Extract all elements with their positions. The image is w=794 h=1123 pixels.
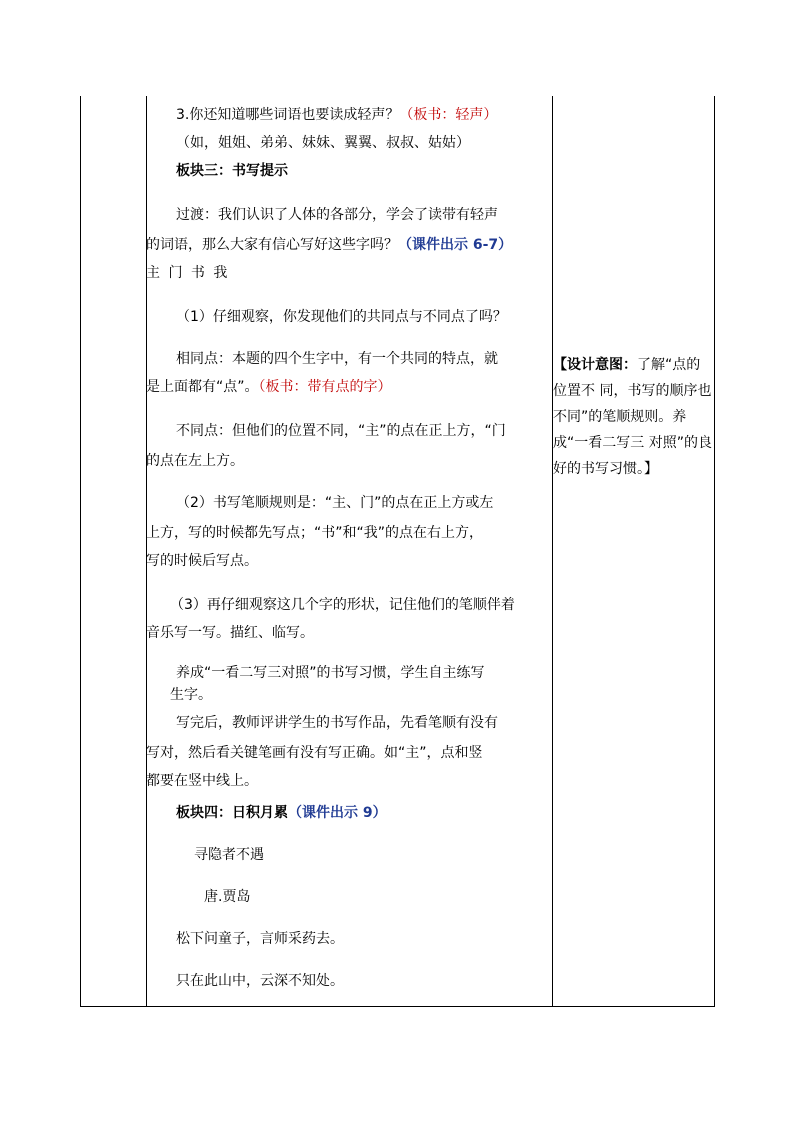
poem-author: 唐.贾岛 bbox=[204, 889, 251, 905]
observe-question-1: （1）仔细观察，你发现他们的共同点与不同点了吗？ bbox=[176, 309, 507, 325]
similarity-line-2-text: 是上面都有“点”。 bbox=[146, 379, 259, 395]
poem-title: 寻隐者不遇 bbox=[194, 847, 264, 863]
poem-line-1: 松下问童子，言师采药去。 bbox=[176, 931, 344, 947]
question-3-text: 3.你还知道哪些词语也要读成轻声？ bbox=[176, 107, 400, 123]
section-4-title bbox=[176, 804, 387, 822]
design-intent-label: 【设计意图： bbox=[553, 357, 637, 373]
courseware-note-6-7: （课件出示 6-7） bbox=[398, 237, 513, 253]
similarity-line-2 bbox=[146, 378, 392, 396]
similarity-line-1: 相同点：本题的四个生字中，有一个共同的特点，就 bbox=[176, 351, 498, 367]
transition-line-2-text: 的词语，那么大家有信心写好这些字吗？ bbox=[146, 237, 398, 253]
section-4-title-text: 板块四：日积月累 bbox=[176, 805, 288, 821]
review-line-1: 写完后，教师评讲学生的书写作品，先看笔顺有没有 bbox=[176, 715, 498, 731]
observe-question-3-line-1: （3）再仔细观察这几个字的形状，记住他们的笔顺伴着 bbox=[170, 597, 515, 613]
table-bottom-border bbox=[80, 1006, 715, 1007]
table-right-border bbox=[714, 96, 715, 1007]
habit-line-2: 生字。 bbox=[170, 687, 212, 703]
transition-line-1: 过渡：我们认识了人体的各部分，学会了读带有轻声 bbox=[176, 207, 498, 223]
design-intent-body: 了解“点的位置不 同，书写的顺序也 不同”的笔顺规则。养成“一看二写三 对照”的良好的书写习惯。】 bbox=[553, 357, 712, 477]
observe-question-3-line-2: 音乐写一写。描红、临写。 bbox=[146, 625, 314, 641]
question-3-examples: （如，姐姐、弟弟、妹妹、翼翼、叔叔、姑姑） bbox=[176, 135, 470, 151]
target-characters: 主 门 书 我 bbox=[146, 265, 228, 281]
courseware-note-9: （课件出示 9） bbox=[288, 805, 387, 821]
poem-line-2: 只在此山中，云深不知处。 bbox=[176, 973, 344, 989]
table-left-border bbox=[80, 96, 81, 1007]
stroke-rule-line-1: （2）书写笔顺规则是：“主、门”的点在正上方或左 bbox=[176, 495, 494, 511]
difference-line-2: 的点在左上方。 bbox=[146, 453, 244, 469]
transition-line-2 bbox=[146, 236, 512, 254]
review-line-3: 都要在竖中线上。 bbox=[146, 773, 258, 789]
review-line-2: 写对，然后看关键笔画有没有写正确。如“主”，点和竖 bbox=[146, 745, 483, 761]
difference-line-1: 不同点：但他们的位置不同，“主”的点在正上方，“门 bbox=[176, 423, 506, 439]
stroke-rule-line-2: 上方，写的时候都先写点；“书”和“我”的点在右上方， bbox=[146, 525, 484, 541]
section-3-title: 板块三：书写提示 bbox=[176, 163, 288, 179]
design-intent-note bbox=[553, 352, 714, 482]
stroke-rule-line-3: 写的时候后写点。 bbox=[146, 553, 258, 569]
habit-line-1: 养成“一看二写三对照”的书写习惯，学生自主练写 bbox=[176, 665, 485, 681]
table-column-divider-2 bbox=[552, 96, 553, 1007]
board-note-dotted-characters: （板书：带有点的字） bbox=[258, 379, 392, 395]
question-3 bbox=[176, 106, 497, 124]
board-note-light-tone: （板书：轻声） bbox=[399, 107, 498, 123]
